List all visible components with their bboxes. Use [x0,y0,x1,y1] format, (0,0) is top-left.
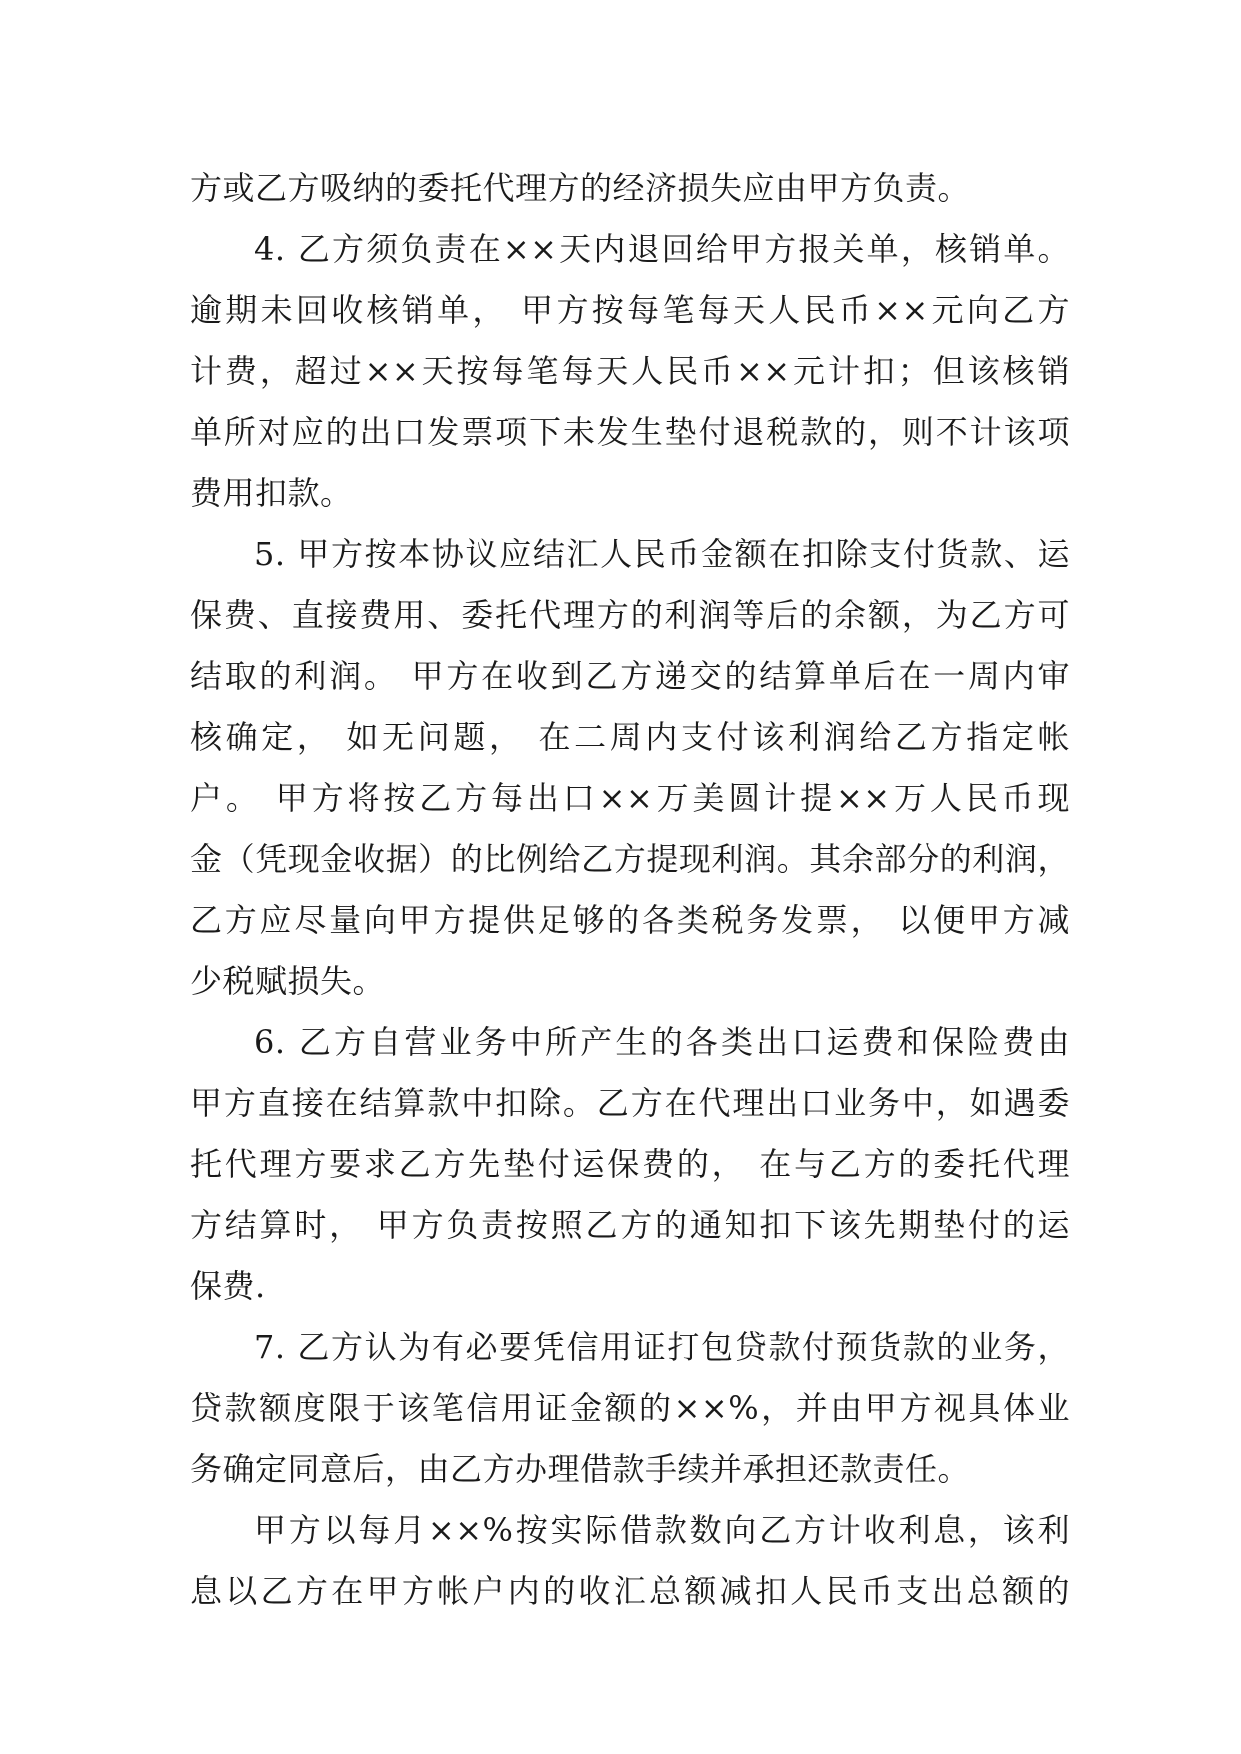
body-text-line: 方或乙方吸纳的委托代理方的经济损失应由甲方负责。 [190,169,971,207]
body-text-line: 少税赋损失。 [190,962,386,1000]
body-text-line: 甲方直接在结算款中扣除。乙方在代理出口业务中，如遇委 [190,1084,1070,1122]
body-text-line: 结取的利润。 甲方在收到乙方递交的结算单后在一周内审 [190,657,1070,695]
body-text-line: 保费. [190,1267,266,1305]
body-text-line: 5. 甲方按本协议应结汇人民币金额在扣除支付货款、运 [254,535,1070,573]
body-text-line: 务确定同意后，由乙方办理借款手续并承担还款责任。 [190,1450,971,1488]
body-text-line: 单所对应的出口发票项下未发生垫付退税款的，则不计该项 [190,413,1070,451]
body-text-line: 保费、直接费用、委托代理方的利润等后的余额，为乙方可 [190,596,1070,634]
body-text-line: 7. 乙方认为有必要凭信用证打包贷款付预货款的业务， [254,1328,1070,1366]
body-text-line: 贷款额度限于该笔信用证金额的××%，并由甲方视具体业 [190,1389,1070,1427]
body-text-line: 逾期未回收核销单， 甲方按每笔每天人民币××元向乙方 [190,291,1070,329]
body-text-line: 计费，超过××天按每笔每天人民币××元计扣；但该核销 [190,352,1070,390]
body-text-line: 甲方以每月××%按实际借款数向乙方计收利息，该利 [254,1511,1070,1549]
body-text-line: 金（凭现金收据）的比例给乙方提现利润。其余部分的利润， [190,840,1070,878]
body-text-line: 4. 乙方须负责在××天内退回给甲方报关单，核销单。 [254,230,1070,268]
body-text-line: 方结算时， 甲方负责按照乙方的通知扣下该先期垫付的运 [190,1206,1070,1244]
body-text-line: 托代理方要求乙方先垫付运保费的， 在与乙方的委托代理 [190,1145,1070,1183]
body-text-line: 费用扣款。 [190,474,353,512]
body-text-line: 6. 乙方自营业务中所产生的各类出口运费和保险费由 [254,1023,1070,1061]
body-text-line: 息以乙方在甲方帐户内的收汇总额减扣人民币支出总额的 [190,1572,1070,1610]
body-text-line: 乙方应尽量向甲方提供足够的各类税务发票， 以便甲方减 [190,901,1070,939]
body-text-line: 核确定， 如无问题， 在二周内支付该利润给乙方指定帐 [190,718,1070,756]
document-page [190,158,1070,1622]
body-text-line: 户。 甲方将按乙方每出口××万美圆计提××万人民币现 [190,779,1070,817]
